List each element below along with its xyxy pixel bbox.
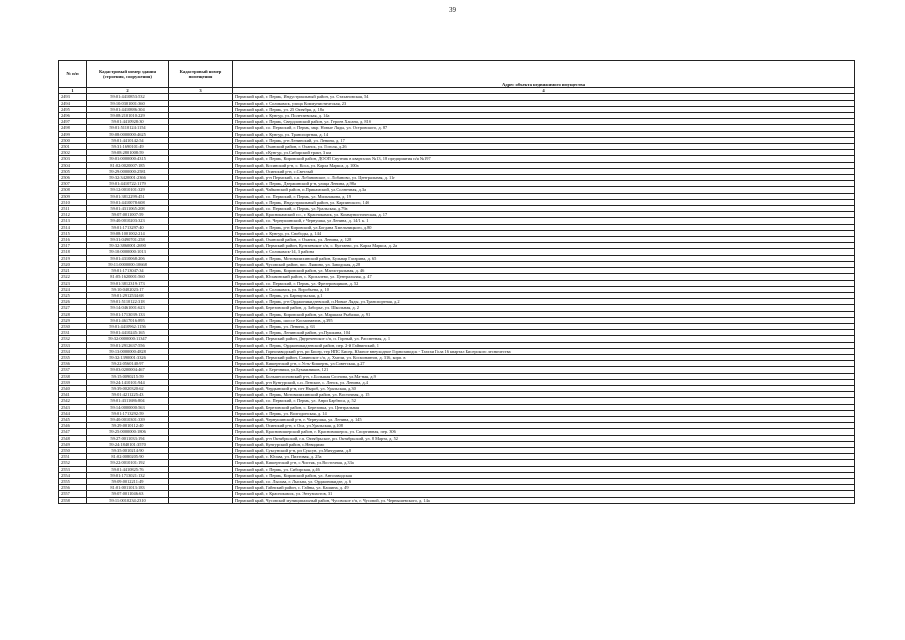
address: Пермский край, г.о. Пермский, г. Пермь, ул. Фрезеровщиков, д. 52 (233, 280, 855, 286)
address: Пермский край, Чусовской муниципальный район, Чусовское г/п, г. Чусовой, ул. Чернышевского, д. 14а (233, 497, 855, 503)
row-number: 2516 (59, 237, 87, 243)
row-number: 2508 (59, 187, 87, 193)
address: Пермский край, г. Березники, ул.Бумажников, 121 (233, 367, 855, 373)
cadastral-number: 59:10:0402023:17 (87, 286, 169, 292)
cadastral-number: 59:01:4311686:804 (87, 398, 169, 404)
cadastral-number: 59:01:4211225:43 (87, 392, 169, 398)
row-number: 2555 (59, 479, 87, 485)
cadastral-number: 59:27:0011033:194 (87, 435, 169, 441)
address: Пермский край, р-н Октябрьский, г.п. Октябрьское, рп. Октябрьский, ул. 8 Марта, д. 52 (233, 435, 855, 441)
address: Пермский край, г.о. Пермский, г. Пермь, мкр. Новые Ляды, ул. Островского, д. 87 (233, 125, 855, 131)
address: Пермский край, г. Пермь, ул. 25 Октября, д. 18а (233, 106, 855, 112)
row-number: 2497 (59, 119, 87, 125)
address: Пермский край, г. Пермь, Орджоникидзевский район, пер. 2-й Гайвинский, 1 (233, 342, 855, 348)
cadastral-number: 59:01:4410886:304 (87, 106, 169, 112)
row-number: 2501 (59, 144, 87, 150)
address: Пермский край, Осинский р-н, г. Оса, ул.Уральская, д.108 (233, 423, 855, 429)
cadastral-number: 59:35:0010214:90 (87, 447, 169, 453)
cadastral-number: 59:15:0090215:59 (87, 373, 169, 379)
row-number: 2536 (59, 361, 87, 367)
row-number: 2494 (59, 100, 87, 106)
address: Пермский край, г. Пермь, шоссе Космонавтов, д.395 (233, 317, 855, 323)
cadastral-number: 81:02:0020007:185 (87, 162, 169, 168)
cadastral-number: 59:01:1713292:59 (87, 410, 169, 416)
address: Пермский край, г. Пермь, ул. Волгодонская, д. 14 (233, 410, 855, 416)
address: Пермский край, Краснокамский г.о., г. Краснокамск, ул. Коммунистическая, д. 17 (233, 212, 855, 218)
cadastral-number: 59:01:1713039:133 (87, 311, 169, 317)
address: Пермский край, с. Юсьва, ул. Пихтовая, д. 25а (233, 454, 855, 460)
cadastral-number: 59:01:5110122:318 (87, 299, 169, 305)
address: Пермский край, г. Пермь, р-н Кировский, ул.Богдана Хмельницкого, д.80 (233, 224, 855, 230)
address: Пермский край, г. Пермь, р-н Орджоникидзевский, п.Новые Ляды, ул.Транспортная, д.2 (233, 299, 855, 305)
cadastral-number: 59:31:0490701:258 (87, 237, 169, 243)
cadastral-number: 81:01:0011013:183 (87, 485, 169, 491)
row-number: 2510 (59, 199, 87, 205)
address: Пермский край, г. Кунгур, ул. Полетаевская, д. 14а (233, 113, 855, 119)
row-number: 2553 (59, 466, 87, 472)
row-number: 2548 (59, 435, 87, 441)
row-number: 2513 (59, 218, 87, 224)
column-number: 3 (169, 88, 233, 94)
address: Пермский край, г. Краснокамск, ул. Энтузиастов, 31 (233, 491, 855, 497)
cadastral-number: 59:03:0200004:467 (87, 367, 169, 373)
table-header-row (59, 61, 855, 88)
cadastral-number: 59:11:0010234:2310 (87, 497, 169, 503)
cadastral-number: 59:32:0000000:11347 (87, 336, 169, 342)
row-number: 2546 (59, 423, 87, 429)
page-number: 39 (449, 6, 456, 14)
row-number: 2530 (59, 323, 87, 329)
address: Пермский край, Кунгурский район, с.Невидимо (233, 441, 855, 447)
address: Пермский край, г. Пермь, Кировский район, ул. Автозаводская (233, 472, 855, 478)
row-number: 2522 (59, 274, 87, 280)
cadastral-number: 59:01:3812319:173 (87, 280, 169, 286)
address: Пермский край, г. Пермь, Индустриальный район, ул. Карпинского, 14б (233, 199, 855, 205)
cadastral-number: 59:01:1713021:132 (87, 472, 169, 478)
row-number: 2550 (59, 447, 87, 453)
cadastral-number: 59:29:0010112:40 (87, 423, 169, 429)
address: Пермский край, г. Кунгур, ул. Транспортная, д. 14 (233, 131, 855, 137)
cadastral-number: 59:07:0011007:59 (87, 212, 169, 218)
row-number: 2531 (59, 330, 87, 336)
row-number: 2493 (59, 94, 87, 100)
row-number: 2502 (59, 150, 87, 156)
column-number: 4 (233, 88, 855, 94)
row-number: 2527 (59, 305, 87, 311)
cadastral-number: 59:08:1001002:214 (87, 230, 169, 236)
row-number: 2495 (59, 106, 87, 112)
row-number: 2507 (59, 181, 87, 187)
cadastral-number: 81:02:0080205:90 (87, 454, 169, 460)
row-number: 2505 (59, 168, 87, 174)
address: Пермский край, г.о. Пермский, г. Пермь, ул. Анри Барбюса, д. 52 (233, 398, 855, 404)
row-number: 2512 (59, 212, 87, 218)
row-number: 2498 (59, 125, 87, 131)
row-number: 2533 (59, 342, 87, 348)
row-number: 2543 (59, 404, 87, 410)
cadastral-number: 59:14:0000000:563 (87, 404, 169, 410)
cadastral-number: 59:01:4617016:895 (87, 317, 169, 323)
address: Пермский край, г. Пермь, Мотовилихинский район, Бульвар Гагарина, д. 65 (233, 255, 855, 261)
row-number: 2523 (59, 280, 87, 286)
address: Пермский край, г. Пермь, Кировский район, ул. Магистральная, д. 46 (233, 268, 855, 274)
cadastral-number: 59:39:0020320:62 (87, 385, 169, 391)
cadastral-number: 59:31:1690101:49 (87, 144, 169, 150)
row-number: 2517 (59, 243, 87, 249)
cadastral-number: 59:01:0000000:4315 (87, 156, 169, 162)
row-number: 2541 (59, 392, 87, 398)
address: Пермский край, Суксунский р-н, рп Суксун, ул.Мичурина, д.8 (233, 447, 855, 453)
row-number: 2545 (59, 416, 87, 422)
address: Пермский край, р-н Пермский, с.п. Лобановское, с. Лобаново, ул. Центральная, д. 11г (233, 175, 855, 181)
cadastral-number: 59:01:4410078:608 (87, 199, 169, 205)
row-number: 2504 (59, 162, 87, 168)
cadastral-number: 59:32:3860001:2690 (87, 243, 169, 249)
address: Пермский край, Осинский р-н, с.Светлый (233, 168, 855, 174)
address: Пермский край, Красновишерский район, г. Красновишерск, ул. Спортивная, пер. 306 (233, 429, 855, 435)
address: Пермский край, Кишертский р-н, с.Чистяк, ул.Восточная, д.33а (233, 460, 855, 466)
cadastral-number: 59:32:3420001:2366 (87, 175, 169, 181)
cadastral-number: 59:01:1713047:34 (87, 268, 169, 274)
row-number: 2537 (59, 367, 87, 373)
address: Пермский край, Пермский район, Култаевское с/п, с. Култаево, ул. Карла Маркса, д. 2а (233, 243, 855, 249)
cadastral-number: 59:29:0000000:2581 (87, 168, 169, 174)
row-number: 2532 (59, 336, 87, 342)
row-number: 2524 (59, 286, 87, 292)
cadastral-number: 59:01:4310068:206 (87, 255, 169, 261)
cadastral-number: 59:24:1410101:944 (87, 379, 169, 385)
address: Пермский край, г.Кунгур, ул.Сибирский тракт, 3 км (233, 150, 855, 156)
address: Пермский край, г. Пермь, Индустриальный район, ул. Стахановская, 54 (233, 94, 855, 100)
row-number: 2528 (59, 311, 87, 317)
address: Пермский край, г. Пермь, Мотовилихинский район, ул. Восточная, д. 15 (233, 392, 855, 398)
cadastral-number: 59:22:0010101:192 (87, 460, 169, 466)
cadastral-number: 81:05:1620001:560 (87, 274, 169, 280)
cadastral-number: 59:01:4410928:30 (87, 119, 169, 125)
cadastral-number: 59:40:0010301:339 (87, 416, 169, 422)
cadastral-number: 59:01:2912534:68 (87, 292, 169, 298)
cadastral-number: 59:01:3812299:451 (87, 193, 169, 199)
cadastral-number: 59:01:4410722:1179 (87, 181, 169, 187)
row-number: 2535 (59, 354, 87, 360)
row-number: 2547 (59, 429, 87, 435)
row-number: 2554 (59, 472, 87, 478)
address: Пермский край, г. Пермь, Кировский район, ДООП Спутник в кварталах №13, 18 предприятия п/я №197 (233, 156, 855, 162)
address: Пермский край, г. Пермь, р-н Ленинский, ул. Ленина, д. 17 (233, 137, 855, 143)
cadastral-number: 59:11:0000000:10668 (87, 261, 169, 267)
row-number: 2503 (59, 156, 87, 162)
address: Пермский край, Чернушинский р-н, г. Чернушка, ул. Ленина, д. 145 (233, 416, 855, 422)
row-number: 2557 (59, 491, 87, 497)
row-number: 2511 (59, 206, 87, 212)
address: Пермский край, г. Пермь, ул. Барнаульская, д.1 (233, 292, 855, 298)
cadastral-number: 59:01:2912637:556 (87, 342, 169, 348)
header-cadastral-building: Кадастровый номер здания (строения, сооружения) (87, 61, 169, 88)
header-cadastral-room: Кадастровый номер помещения (169, 61, 233, 88)
address: Пермский край, г. Соликамск, улица Коммунистическая, 23 (233, 100, 855, 106)
cadastral-number: 59:08:0000000:4625 (87, 131, 169, 137)
address: Пермский край, р-н Кунгурский, с.п. Ленское, с. Ленск, ул. Ленина, д.4 (233, 379, 855, 385)
cadastral-number: 59:32:1390001:3326 (87, 354, 169, 360)
address: Пермский край, Пермский район, Двуреченское с/п, п. Горный, ул. Рассветная, д. 1 (233, 336, 855, 342)
property-register-table (58, 60, 855, 504)
room-cadastral-number (169, 497, 233, 503)
cadastral-number: 59:12:0010101:329 (87, 187, 169, 193)
row-number: 2500 (59, 137, 87, 143)
cadastral-number: 59:07:0011046:63 (87, 491, 169, 497)
row-number: 2544 (59, 410, 87, 416)
address: Пермский край, Большесосновский р-н, с.Большая Соснова, ул.Ма-ная, д.9 (233, 373, 855, 379)
row-number: 2496 (59, 113, 87, 119)
address: Пермский край, Чердынский р-н, пгт Ныроб, ул. Уральская, д.30 (233, 385, 855, 391)
cadastral-number: 59:01:4410142:54 (87, 137, 169, 143)
header-number: № п/п (59, 61, 87, 88)
address: Пермский край, г.о. Пермский, г. Пермь, ул.Уральская, д.79а (233, 206, 855, 212)
address: Пермский край, Оханский район, г. Оханск, ул. Ленина, д. 128 (233, 237, 855, 243)
address: Пермский край, Косинский р-н, с. Коса, ул. Карла Маркса, д. 100а (233, 162, 855, 168)
row-number: 2518 (59, 249, 87, 255)
row-number: 2509 (59, 193, 87, 199)
cadastral-number: 59:01:4410853:532 (87, 94, 169, 100)
address: Пермский край, Пермский район, Савинское с/п, д. Хмели, ул. Космонавтов, д. 316, корп. в (233, 354, 855, 360)
row-number: 2549 (59, 441, 87, 447)
table-body (59, 94, 855, 503)
cadastral-number: 59:10:0000000:1013 (87, 249, 169, 255)
row-number: 2556 (59, 485, 87, 491)
row-number: 2514 (59, 224, 87, 230)
row-number: 2521 (59, 268, 87, 274)
table-row (59, 497, 855, 503)
address: Пермский край, г. Пермь, Ленинский район, ул.Пушкина, 104 (233, 330, 855, 336)
address: Пермский край, Гайнский район, с. Гайны, ул. Кашина, д. 49 (233, 485, 855, 491)
row-number: 2529 (59, 317, 87, 323)
row-number: 2499 (59, 131, 87, 137)
row-number: 2551 (59, 454, 87, 460)
address: Пермский край, Чайковский район, п.Прикамский, ул.Солнечная, д.3а (233, 187, 855, 193)
address: Пермский край, г. Пермь, ул. Сибирская, д.46 (233, 466, 855, 472)
row-number: 2558 (59, 497, 87, 503)
cadastral-number: 59:01:4311065:208 (87, 206, 169, 212)
address: Пермский край, г. Пермь, Кировский район, ул. Маршала Рыбалко, д. 91 (233, 311, 855, 317)
row-number: 2542 (59, 398, 87, 404)
address: Пермский край, г. Пермь, Свердловский район, ул. Героев Хасана, д. 81б (233, 119, 855, 125)
header-address: Адрес объекта недвижимого имущества (233, 61, 855, 88)
row-number: 2526 (59, 299, 87, 305)
cadastral-number: 59:09:0012211:49 (87, 479, 169, 485)
row-number: 2552 (59, 460, 87, 466)
cadastral-number: 59:01:4410245:165 (87, 330, 169, 336)
cadastral-number: 59:08:2101010:229 (87, 113, 169, 119)
row-number: 2539 (59, 379, 87, 385)
row-number: 2525 (59, 292, 87, 298)
column-number: 1 (59, 88, 87, 94)
address: Пермский край, г. Пермь, Дзержинский р-н, улица Ленина, д.98а (233, 181, 855, 187)
address: Пермский край, Горнозаводский р-н, рп Бисер, тер НПС Бисер, Южное внеуходное Горнозаводск - Тахтаи Гола 16 квартал Бисерского лесничества (233, 348, 855, 354)
row-number: 2520 (59, 261, 87, 267)
address: Пермский край, Оханский район, г. Оханск, ул. Гоголя, д.26 (233, 144, 855, 150)
row-number: 2540 (59, 385, 87, 391)
address: Пермский край, г.о. Лысьва, г. Лысьва, ул. Орджоникидзе, д. 6 (233, 479, 855, 485)
cadastral-number: 59:24:1840101:3570 (87, 441, 169, 447)
cadastral-number: 59:40:0010203:323 (87, 218, 169, 224)
address: Пермский край, Березовский район, д. Заборье, ул. Школьная, д. 2 (233, 305, 855, 311)
address: Пермский край, г.о. Чернушинский, г Чернушка, ул Ленина, д. 14/1 к. 1 (233, 218, 855, 224)
address: Пермский край, Чусовской район, пос. Лямино, ул. Заводская, д.28 (233, 261, 855, 267)
cadastral-number: 59:01:5110124:1154 (87, 125, 169, 131)
address: Пермский край, Юсьвинский район, с. Крохалево, ул. Центральная, д. 47 (233, 274, 855, 280)
row-number: 2515 (59, 230, 87, 236)
address: Пермский край, г. Соликамск-14, 3 района (233, 249, 855, 255)
cadastral-number: 59:14:0461001:623 (87, 305, 169, 311)
row-number: 2506 (59, 175, 87, 181)
row-number: 2538 (59, 373, 87, 379)
column-number: 2 (87, 88, 169, 94)
cadastral-number: 59:10:0301001:360 (87, 100, 169, 106)
cadastral-number: 59:01:4410962:1156 (87, 323, 169, 329)
cadastral-number: 59:25:0000000:1806 (87, 429, 169, 435)
cadastral-number: 59:01:4410825:76 (87, 466, 169, 472)
address: Пермский край, г. Пермь, ул. Ленина, д. 63 (233, 323, 855, 329)
row-number: 2519 (59, 255, 87, 261)
address: Пермский край, Кишертский р-н, с.Усть-Кишерть, ул.Советская, д.27 (233, 361, 855, 367)
cadastral-number: 59:01:1713297:40 (87, 224, 169, 230)
row-number: 2534 (59, 348, 87, 354)
address: Пермский край, Березовский район, с. Березовка, ул. Центральная (233, 404, 855, 410)
address: Пермский край, г.о. Пермский, г. Пермь, ул. Мильчакова, д. 19 (233, 193, 855, 199)
cadastral-number: 59:08:2801008:59 (87, 150, 169, 156)
cadastral-number: 59:22:0560140:97 (87, 361, 169, 367)
cadastral-number: 59:13:0000000:4828 (87, 348, 169, 354)
address: Пермский край, г. Кунгур, ул. Свободы, д. 144 (233, 230, 855, 236)
address: Пермский край, г. Соликамск, ул. Воробьева, д. 10 (233, 286, 855, 292)
